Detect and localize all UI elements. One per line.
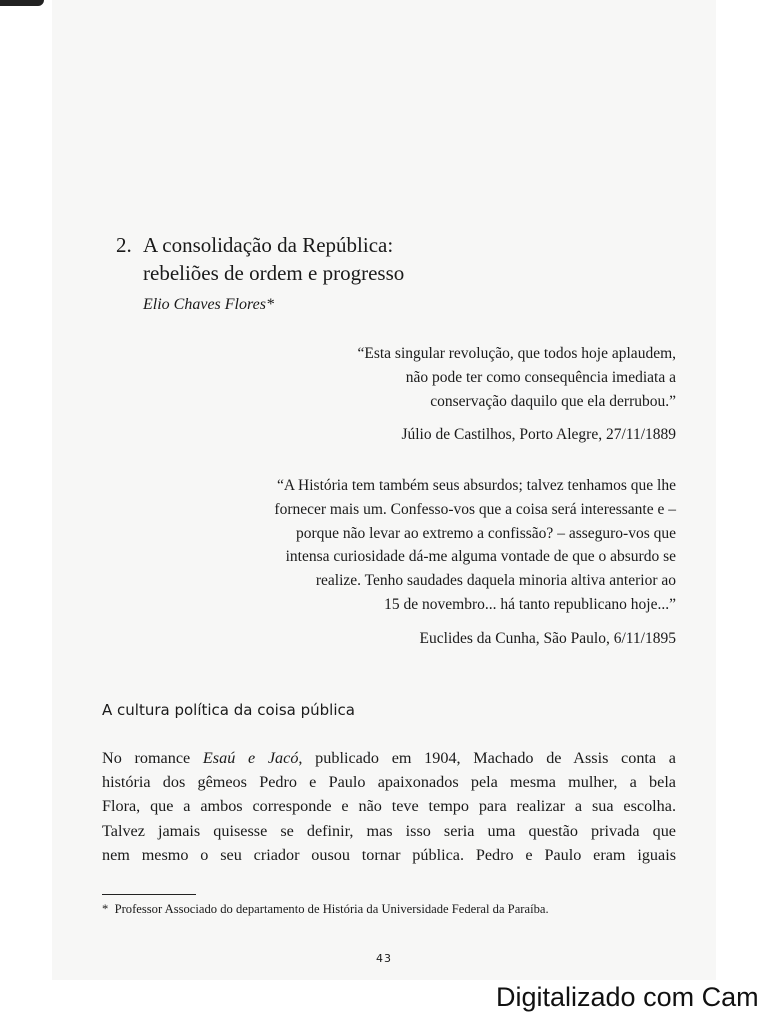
epigraph-line: porque não levar ao extremo a confissão? – asseguro-vos que xyxy=(295,524,676,542)
body-line: Talvez jamais quisesse se definir, mas isso seria uma questão privada que xyxy=(102,821,676,840)
footnote-rule xyxy=(102,894,196,895)
epigraph-line: não pode ter como consequência imediata a xyxy=(405,368,676,386)
body-line: nem mesmo o seu criador ousou tornar pública. Pedro e Paulo eram iguais xyxy=(102,845,676,864)
chapter-title-text: A consolidação da República: xyxy=(143,233,394,257)
scan-corner-mark xyxy=(0,0,44,6)
chapter-title-line1 xyxy=(116,231,676,259)
scanner-watermark: Digitalizado com Cam xyxy=(496,982,759,1012)
body-line: história dos gêmeos Pedro e Paulo apaixonados pela mesma mulher, a bela xyxy=(102,773,676,792)
chapter-number: 2. xyxy=(116,233,132,257)
chapter-title xyxy=(116,231,676,287)
section-heading: A cultura política da coisa pública xyxy=(102,701,355,719)
chapter-subtitle: rebeliões de ordem e progresso xyxy=(143,261,405,285)
footnote-text: Professor Associado do departamento de História da Universidade Federal da Paraíba. xyxy=(114,902,549,916)
epigraph-source: Júlio de Castilhos, Porto Alegre, 27/11/1889 xyxy=(401,426,676,444)
epigraph-line: 15 de novembro... há tanto republicano hoje...” xyxy=(384,595,676,613)
epigraph-line: “A História tem também seus absurdos; talvez tenhamos que lhe xyxy=(276,477,676,494)
book-title-italic: Esaú e Jacó xyxy=(202,749,299,767)
epigraph-line: realize. Tenho saudades daquela minoria altiva anterior ao xyxy=(315,572,676,590)
body-line xyxy=(102,746,676,770)
body-text-segment: No romance xyxy=(102,749,203,767)
footnote-marker: * xyxy=(102,902,109,916)
body-line: Flora, que a ambos corresponde e não teve tempo para realizar a sua escolha. xyxy=(102,797,676,816)
footnote xyxy=(102,902,549,917)
page-number: 43 xyxy=(376,952,392,965)
epigraph-line: fornecer mais um. Confesso-vos que a coisa será interessante e – xyxy=(274,500,676,518)
body-paragraph xyxy=(102,746,676,867)
epigraph xyxy=(357,342,676,447)
epigraph-line: conservação daquilo que ela derrubou.” xyxy=(430,392,676,410)
epigraph xyxy=(274,474,676,651)
body-text-segment: , publicado em 1904, Machado de Assis conta a xyxy=(298,749,676,767)
epigraph-source: Euclides da Cunha, São Paulo, 6/11/1895 xyxy=(419,629,676,647)
epigraph-line: “Esta singular revolução, que todos hoje aplaudem, xyxy=(357,345,676,362)
chapter-author: Elio Chaves Flores* xyxy=(143,296,274,313)
epigraph-line: intensa curiosidade dá-me alguma vontade de que o absurdo se xyxy=(285,548,676,566)
